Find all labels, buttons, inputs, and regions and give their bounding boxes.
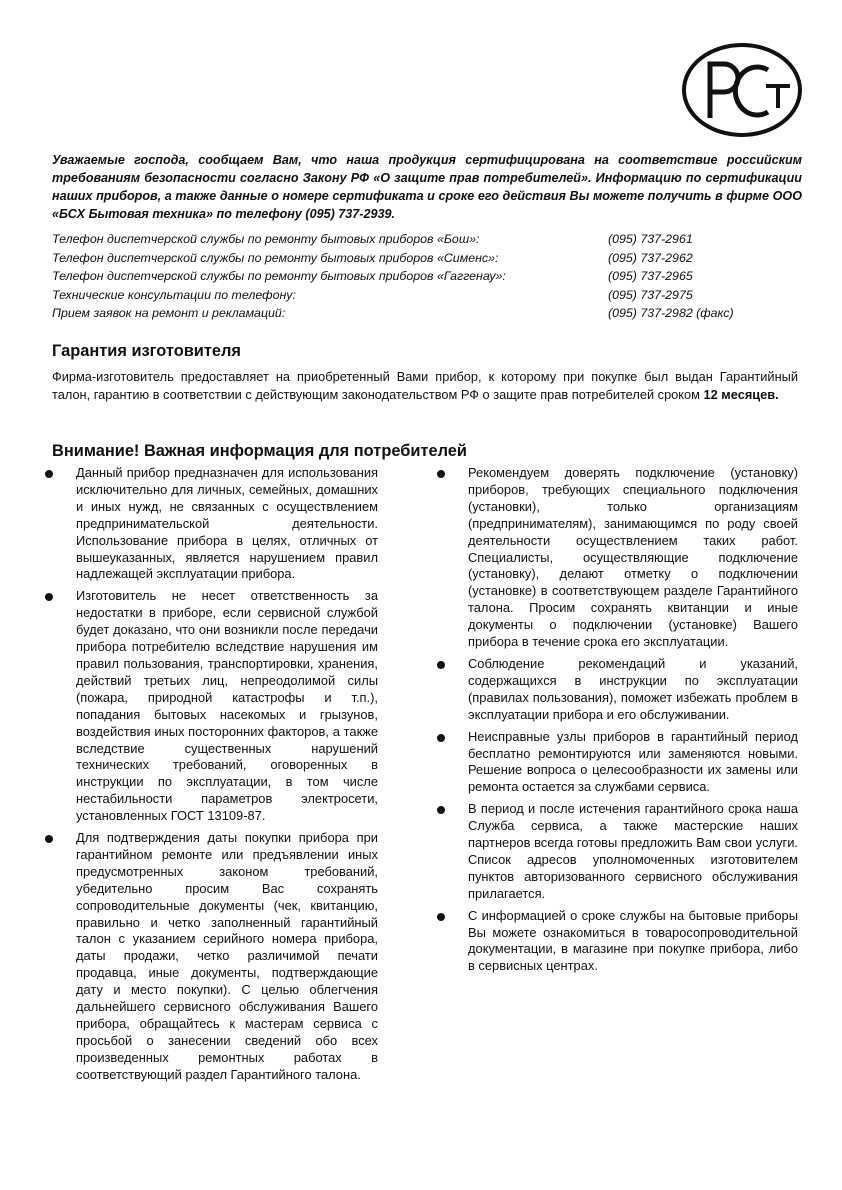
service-contacts bbox=[52, 230, 792, 323]
warranty-term: 12 месяцев. bbox=[703, 386, 779, 402]
bullet-icon bbox=[45, 470, 53, 478]
contact-row bbox=[52, 267, 792, 286]
contact-row bbox=[52, 304, 792, 323]
contact-phone: (095) 737-2961 bbox=[608, 232, 693, 246]
bullet-icon bbox=[437, 806, 445, 814]
contact-label: Технические консультации по телефону: bbox=[52, 287, 296, 302]
rst-certification-logo bbox=[680, 40, 804, 140]
contact-phone: (095) 737-2975 bbox=[608, 287, 693, 302]
attention-heading: Внимание! Важная информация для потребителей bbox=[52, 442, 467, 460]
contact-phone: (095) 737-2982 (факс) bbox=[608, 306, 734, 321]
bullet-icon bbox=[437, 470, 445, 478]
list-item bbox=[436, 908, 798, 976]
certification-notice: Уважаемые господа, сообщаем Вам, что наша продукция сертифицирована на соответствие российским требованиям безопасности согласно Закону РФ «О защите прав потребителей». Информацию по сертификации наших приборов, а также данные о номере сертификата и сроке его действия Вы можете получить в фирме ООО «БСХ Бытовая техника» по телефону (095) 737-2939. bbox=[52, 153, 802, 222]
contact-row bbox=[52, 249, 792, 268]
bullet-icon bbox=[437, 913, 445, 921]
bullet-icon bbox=[437, 734, 445, 742]
list-item bbox=[44, 830, 378, 1084]
contact-row bbox=[52, 230, 792, 249]
contact-phone: (095) 737-2962 bbox=[608, 250, 693, 265]
list-item-text: Неисправные узлы приборов в гарантийный период бесплатно ремонтируются или заменяются новыми. Решение вопроса о целесообразности их замены или ремонта остается за службами сервиса. bbox=[468, 728, 798, 795]
list-item bbox=[44, 588, 378, 825]
info-list-left bbox=[44, 465, 378, 1089]
list-item-text: Изготовитель не несет ответственность за недостатки в приборе, если сервисной службой будет доказано, что они возникли после передачи прибора потребителю вследствие нарушения им правил пользования, транспортировки, хранения, действий третьих лиц, непреодолимой силы (пожара, природной катастрофы и т.п.), попадания бытовых насекомых и грызунов, воздействия иных посторонних факторов, а также вследствие существенных нарушений технических требований, оговоренных в инструкции по эксплуатации, в том числе нестабильности параметров электросети, установленных ГОСТ 13109-87. bbox=[76, 588, 378, 824]
list-item bbox=[436, 656, 798, 724]
list-item-text: Для подтверждения даты покупки прибора при гарантийном ремонте или предъявлении иных предусмотренных законом требований, убедительно просим Вас сохранять сопроводительные документы (чек, квитанцию, правильно и четко заполненный гарантийный талон с указанием серийного номера прибора, даты продажи, четко различимой печати продавца, иные документы, подтверждающие дату и место покупки). С целью облегчения дальнейшего сервисного обслуживания Вашего прибора, обращайтесь к мастерам сервиса с просьбой о занесении сведений обо всех произведенных ремонтных работах в соответствующий раздел Гарантийного талона. bbox=[76, 830, 378, 1082]
list-item bbox=[44, 465, 378, 583]
contact-label: Телефон диспетчерской службы по ремонту бытовых приборов «Сименс»: bbox=[52, 250, 499, 265]
contact-label: Телефон диспетчерской службы по ремонту бытовых приборов «Гаггенау»: bbox=[52, 269, 506, 284]
contact-label: Прием заявок на ремонт и рекламаций: bbox=[52, 306, 286, 321]
list-item-text: Данный прибор предназначен для использования исключительно для личных, семейных, домашних и иных нужд, не связанных с осуществлением предпринимательской деятельности. Использование прибора в целях, отличных от вышеуказанных, является нарушением правил надлежащей эксплуатации прибора. bbox=[76, 465, 378, 582]
warranty-heading: Гарантия изготовителя bbox=[52, 342, 241, 360]
list-item bbox=[436, 729, 798, 797]
contact-row bbox=[52, 286, 792, 305]
list-item-text: Рекомендуем доверять подключение (установку) приборов, требующих специального подключения (установки), только организациям (предпринимателям), занимающимся по роду своей деятельности осуществлением таких работ. Специалисты, осуществляющие подключение (установку), делают отметку о подключении (установке) в соответствующем разделе Гарантийного талона. Просим сохранять квитанции и иные документы о подключении (установке) Вашего прибора в течение срока его эксплуатации. bbox=[468, 465, 798, 650]
list-item bbox=[436, 465, 798, 651]
bullet-icon bbox=[45, 593, 53, 601]
contact-label: Телефон диспетчерской службы по ремонту бытовых приборов «Бош»: bbox=[52, 232, 480, 246]
bullet-icon bbox=[45, 835, 53, 843]
bullet-icon bbox=[437, 661, 445, 669]
contact-phone: (095) 737-2965 bbox=[608, 269, 693, 284]
list-item-text: С информацией о сроке службы на бытовые приборы Вы можете ознакомиться в товаросопроводительной документации, в магазине при покупке прибора, либо в сервисных центрах. bbox=[468, 907, 798, 974]
warranty-body: Фирма-изготовитель предоставляет на приобретенный Вами прибор, к которому при покупке был выдан Гарантийный талон, гарантию в соответствии с действующим законодательством РФ о защите прав потребителей сроком bbox=[52, 369, 798, 402]
list-item-text: В период и после истечения гарантийного срока наша Служба сервиса, а также мастерские наших партнеров всегда готовы предложить Вам свои услуги. Список адресов уполномоченных изготовителем пунктов авторизованного сервисного обслуживания прилагается. bbox=[468, 801, 798, 901]
info-list-right bbox=[436, 465, 798, 980]
list-item-text: Соблюдение рекомендаций и указаний, содержащихся в инструкции по эксплуатации (правилах пользования), поможет избежать проблем в эксплуатации прибора и его обслуживании. bbox=[468, 655, 798, 722]
warranty-text bbox=[52, 368, 798, 403]
list-item bbox=[436, 801, 798, 902]
